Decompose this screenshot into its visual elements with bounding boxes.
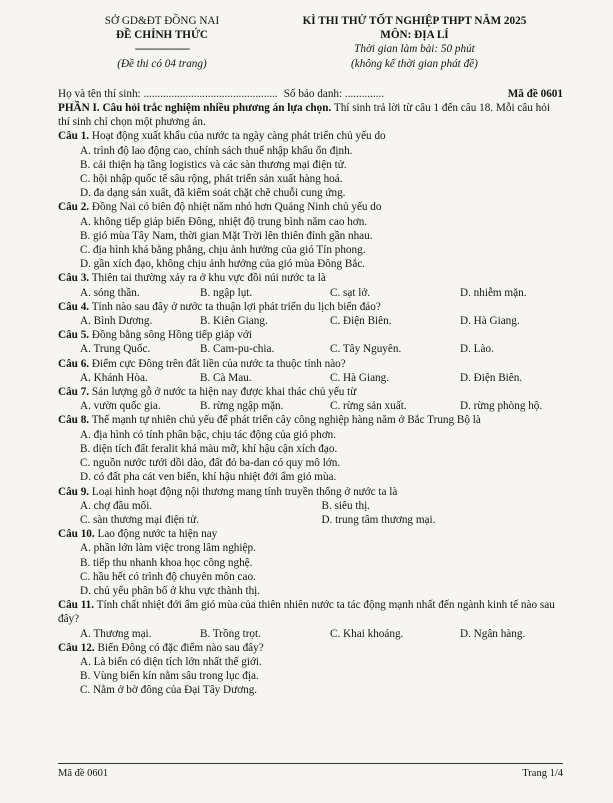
student-info [58, 87, 563, 101]
footer-page-number: Trang 1/4 [522, 767, 563, 779]
question-2 [58, 200, 563, 214]
question-text: Thiên tai thường xảy ra ở khu vực đồi núi nước ta là [89, 272, 326, 285]
q6-option-a: A. Khánh Hòa. [80, 371, 148, 384]
q12-option-a: A. Là biển có diện tích lớn nhất thế giới. [80, 655, 262, 668]
question-5 [58, 328, 563, 342]
q10-option-c: C. hầu hết có trình độ chuyên môn cao. [80, 570, 256, 583]
q9-option-c: C. sàn thương mại điện tử. [80, 513, 200, 526]
question-7 [58, 385, 563, 399]
question-label: Câu 12. [58, 641, 95, 654]
q9-option-d: D. trung tâm thương mại. [321, 513, 436, 526]
q8-option-c: C. nguồn nước tưới dồi dào, đất đỏ ba-dan có quy mô lớn. [80, 457, 341, 470]
q9-option-a: A. chợ đầu mối. [80, 499, 153, 512]
q6-option-b: B. Cà Mau. [200, 371, 252, 384]
q11-option-d: D. Ngân hàng. [460, 627, 526, 640]
question-label: Câu 8. [58, 414, 90, 427]
header-right [266, 14, 563, 71]
question-text: Đồng Nai có biên độ nhiệt năm nhỏ hơn Quảng Ninh chủ yếu do [89, 201, 382, 214]
q8-option-b: B. diện tích đất feralit khá màu mỡ, khí hậu cận xích đạo. [80, 442, 338, 455]
q2-option-b: B. gió mùa Tây Nam, thời gian Mặt Trời lên thiên đỉnh gần nhau. [80, 229, 373, 242]
q5-option-b: B. Cam-pu-chia. [200, 343, 275, 356]
q7-option-a: A. vườn quốc gia. [80, 400, 161, 413]
question-text: Tính chất nhiệt đới ẩm gió mùa của thiên nhiên nước ta tác động mạnh nhất đến ngành kinh tế nào sau đây? [58, 599, 555, 626]
header-left [58, 14, 266, 71]
q10-option-b: B. tiếp thu nhanh khoa học công nghệ. [80, 556, 253, 569]
question-text: Lao động nước ta hiện nay [94, 528, 218, 541]
exam-code: Mã đề 0601 [507, 87, 563, 100]
question-label: Câu 1. [58, 130, 90, 143]
question-text: Điểm cực Đông trên đất liền của nước ta thuộc tỉnh nào? [89, 357, 346, 370]
question-3 [58, 271, 563, 285]
q11-option-b: B. Trồng trọt. [200, 627, 261, 640]
part1-heading [58, 101, 563, 129]
q11-option-c: C. Khai khoáng. [330, 627, 404, 640]
q9-option-b: B. siêu thị. [321, 499, 370, 512]
q3-option-a: A. sóng thần. [80, 286, 140, 299]
q5-option-c: C. Tây Nguyên. [330, 343, 402, 356]
q8-option-d: D. có đất pha cát ven biển, khí hậu nhiệt đới ẩm gió mùa. [80, 471, 337, 484]
q1-option-d: D. đa dạng sản xuất, đã kiểm soát chặt chẽ chuỗi cung ứng. [80, 187, 346, 200]
q5-option-d: D. Lào. [460, 343, 494, 356]
q4-options [58, 314, 563, 328]
q7-option-c: C. rừng sản xuất. [330, 400, 407, 413]
q2-option-c: C. địa hình khá bằng phẳng, chịu ảnh hưởng của gió Tín phong. [80, 244, 366, 257]
question-text: Hoạt động xuất khẩu của nước ta ngày càng phát triển chủ yếu do [89, 130, 386, 143]
q2-option-a: A. không tiếp giáp biển Đông, nhiệt độ trung bình năm cao hơn. [80, 215, 368, 228]
student-name-field: Họ và tên thí sinh: ................................................ [58, 87, 278, 100]
exam-header [58, 14, 563, 71]
question-10 [58, 527, 563, 541]
question-text: Đồng bằng sông Hồng tiếp giáp với [89, 329, 252, 342]
question-text: Biển Đông có đặc điểm nào sau đây? [94, 641, 264, 654]
part1-title: PHẦN I. Câu hỏi trắc nghiệm nhiều phương án lựa chọn. [58, 102, 332, 115]
q7-option-b: B. rừng ngập mặn. [200, 400, 284, 413]
question-label: Câu 7. [58, 386, 90, 399]
q12-option-b: B. Vùng biển kín nằm sâu trong lục địa. [80, 670, 259, 683]
footer-exam-code: Mã đề 0601 [58, 767, 109, 779]
q3-options [58, 286, 563, 300]
q4-option-d: D. Hà Giang. [460, 315, 520, 328]
q5-options [58, 342, 563, 356]
page-footer [58, 763, 563, 781]
question-1 [58, 129, 563, 143]
q3-option-d: D. nhiễm mặn. [460, 286, 527, 299]
question-4 [58, 300, 563, 314]
part1-intro: Thí sinh trả lời từ câu 1 đến câu 18. Mỗi câu hỏi thí sinh chỉ chọn một phương án. [58, 102, 550, 129]
q3-option-b: B. ngập lụt. [200, 286, 253, 299]
candidate-number-field: Số báo danh: .............. [283, 87, 385, 100]
question-label: Câu 10. [58, 528, 95, 541]
q4-option-c: C. Điện Biên. [330, 315, 392, 328]
q8-option-a: A. địa hình có tính phân bậc, chịu tác động của gió phơn. [80, 428, 337, 441]
q2-option-d: D. gần xích đạo, không chịu ảnh hưởng của gió mùa Đông Bắc. [80, 258, 366, 271]
q10-option-d: D. chủ yếu phân bố ở khu vực thành thị. [80, 584, 261, 597]
time-note: (không kể thời gian phát đề) [351, 57, 478, 70]
question-6 [58, 357, 563, 371]
question-9 [58, 485, 563, 499]
q6-option-d: D. Điện Biên. [460, 371, 523, 384]
department-name: SỞ GD&ĐT ĐỒNG NAI [104, 15, 220, 27]
q10-option-a: A. phần lớn làm việc trong lâm nghiệp. [80, 542, 256, 555]
q3-option-c: C. sạt lở. [330, 286, 371, 299]
q6-options [58, 371, 563, 385]
subject-title: MÔN: ĐỊA LÍ [380, 29, 449, 42]
question-8 [58, 413, 563, 427]
question-label: Câu 6. [58, 357, 90, 370]
question-label: Câu 2. [58, 201, 90, 214]
question-text: Tỉnh nào sau đây ở nước ta thuận lợi phát triển du lịch biển đảo? [89, 300, 381, 313]
question-label: Câu 9. [58, 485, 90, 498]
q11-option-a: A. Thương mại. [80, 627, 152, 640]
q4-option-a: A. Bình Dương. [80, 315, 153, 328]
exam-title: KÌ THI THỬ TỐT NGHIỆP THPT NĂM 2025 [302, 15, 527, 27]
question-11 [58, 598, 563, 626]
question-label: Câu 11. [58, 599, 95, 612]
official-label: ĐỀ CHÍNH THỨC [115, 29, 208, 42]
q1-option-b: B. cải thiện hạ tầng logistics và các sàn thương mại điện tử. [80, 158, 347, 171]
question-text: Loại hình hoạt động nội thương mang tính truyền thống ở nước ta là [89, 485, 398, 498]
question-label: Câu 5. [58, 329, 90, 342]
header-divider: -------------------- [134, 43, 190, 56]
q5-option-a: A. Trung Quốc. [80, 343, 151, 356]
q11-options [58, 627, 563, 641]
page-count-note: (Đề thi có 04 trang) [117, 57, 207, 70]
question-label: Câu 3. [58, 272, 90, 285]
q1-option-a: A. trình độ lao động cao, chính sách thuế nhập khẩu ổn định. [80, 144, 353, 157]
q9-options [58, 499, 563, 527]
time-limit: Thời gian làm bài: 50 phút [354, 43, 475, 56]
question-text: Thế mạnh tự nhiên chủ yếu để phát triển cây công nghiệp hàng năm ở Bắc Trung Bộ là [89, 414, 481, 427]
q12-option-c: C. Nằm ở bờ đông của Đại Tây Dương. [80, 684, 258, 697]
q6-option-c: C. Hà Giang. [330, 371, 390, 384]
q4-option-b: B. Kiên Giang. [200, 315, 268, 328]
q7-options [58, 399, 563, 413]
question-label: Câu 4. [58, 300, 90, 313]
question-12 [58, 641, 563, 655]
question-text: Sản lượng gỗ ở nước ta hiện nay được khai thác chủ yếu từ [89, 386, 357, 399]
q1-option-c: C. hội nhập quốc tế sâu rộng, phát triển sản xuất hàng hoá. [80, 173, 343, 186]
q7-option-d: D. rừng phòng hộ. [460, 400, 543, 413]
